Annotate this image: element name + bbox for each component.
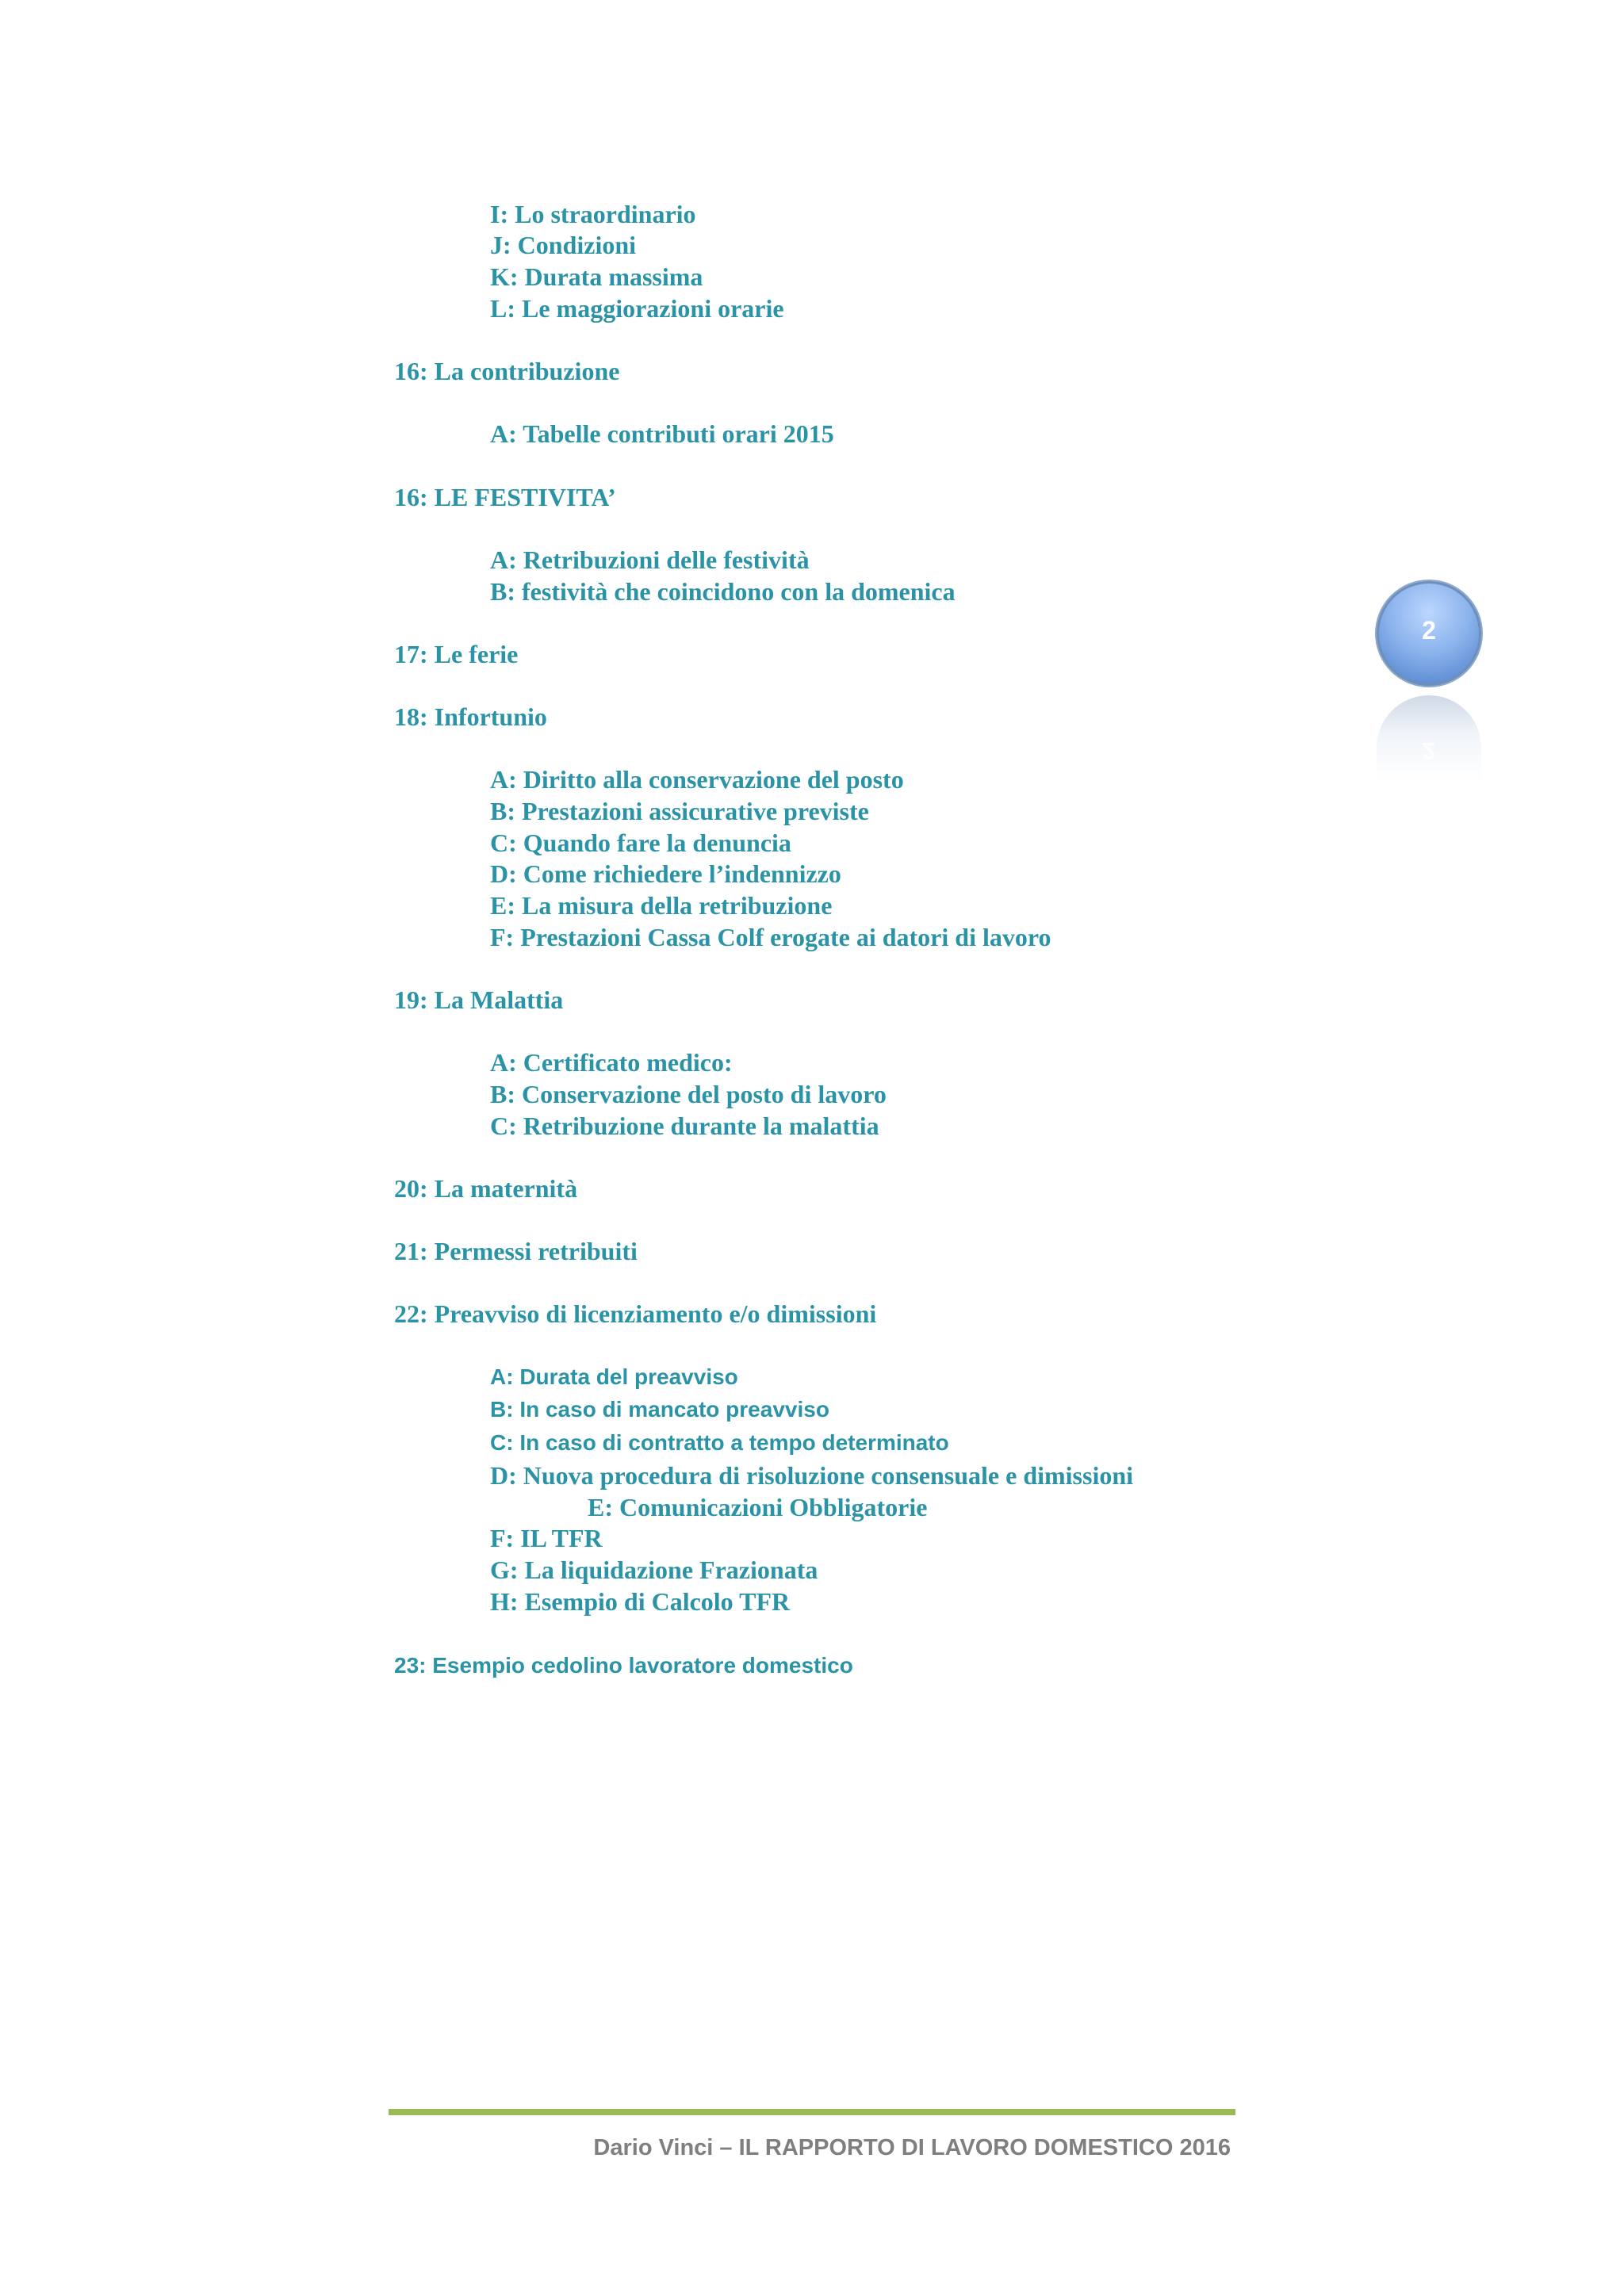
toc-entry: D: Nuova procedura di risoluzione consensuale e dimissioni	[490, 1461, 1134, 1490]
toc-entry: J: Condizioni	[490, 231, 637, 259]
toc-section: 21: Permessi retribuiti	[394, 1237, 638, 1265]
footer-divider	[389, 2109, 1235, 2115]
toc-entry: K: Durata massima	[490, 262, 703, 291]
toc-section: 22: Preavviso di licenziamento e/o dimissioni	[394, 1299, 877, 1328]
toc-entry: C: In caso di contratto a tempo determinato	[490, 1430, 949, 1455]
toc-section: 19: La Malattia	[394, 985, 564, 1014]
toc-entry: H: Esempio di Calcolo TFR	[490, 1587, 791, 1616]
footer-title: Dario Vinci – IL RAPPORTO DI LAVORO DOMESTICO 2016	[593, 2135, 1231, 2160]
toc-section: 18: Infortunio	[394, 702, 547, 731]
toc-entry: C: Retribuzione durante la malattia	[490, 1112, 879, 1140]
page-number-badge	[1377, 581, 1481, 686]
toc-entry: L: Le maggiorazioni orarie	[490, 294, 784, 323]
toc-entry: G: La liquidazione Frazionata	[490, 1556, 818, 1584]
toc-entry: A: Retribuzioni delle festività	[490, 545, 810, 574]
toc-entry: C: Quando fare la denuncia	[490, 828, 791, 857]
toc-entry: A: Diritto alla conservazione del posto	[490, 765, 904, 794]
toc-section: 16: La contribuzione	[394, 357, 620, 385]
toc-entry: B: festività che coincidono con la domenica	[490, 577, 956, 606]
toc-section: 16: LE FESTIVITA’	[394, 483, 616, 511]
toc-entry: A: Durata del preavviso	[490, 1364, 738, 1389]
toc-entry: F: Prestazioni Cassa Colf erogate ai datori di lavoro	[490, 923, 1051, 951]
toc-entry: B: Conservazione del posto di lavoro	[490, 1080, 887, 1108]
toc-entry: D: Come richiedere l’indennizzo	[490, 859, 841, 888]
page-number-reflection-text: 2	[1422, 737, 1436, 763]
toc-entry: B: Prestazioni assicurative previste	[490, 797, 869, 825]
page-number: 2	[1422, 615, 1436, 645]
toc-entry: E: Comunicazioni Obbligatorie	[588, 1493, 928, 1521]
toc-entry: A: Tabelle contributi orari 2015	[490, 419, 834, 448]
toc-entry: A: Certificato medico:	[490, 1048, 733, 1077]
toc-entry: B: In caso di mancato preavviso	[490, 1397, 829, 1422]
toc-entry: I: Lo straordinario	[490, 200, 696, 228]
toc-entry: E: La misura della retribuzione	[490, 891, 833, 920]
toc-entry: F: IL TFR	[490, 1524, 603, 1552]
toc-section: 20: La maternità	[394, 1174, 578, 1203]
toc-section: 23: Esempio cedolino lavoratore domestico	[394, 1653, 853, 1678]
toc-section: 17: Le ferie	[394, 640, 519, 668]
